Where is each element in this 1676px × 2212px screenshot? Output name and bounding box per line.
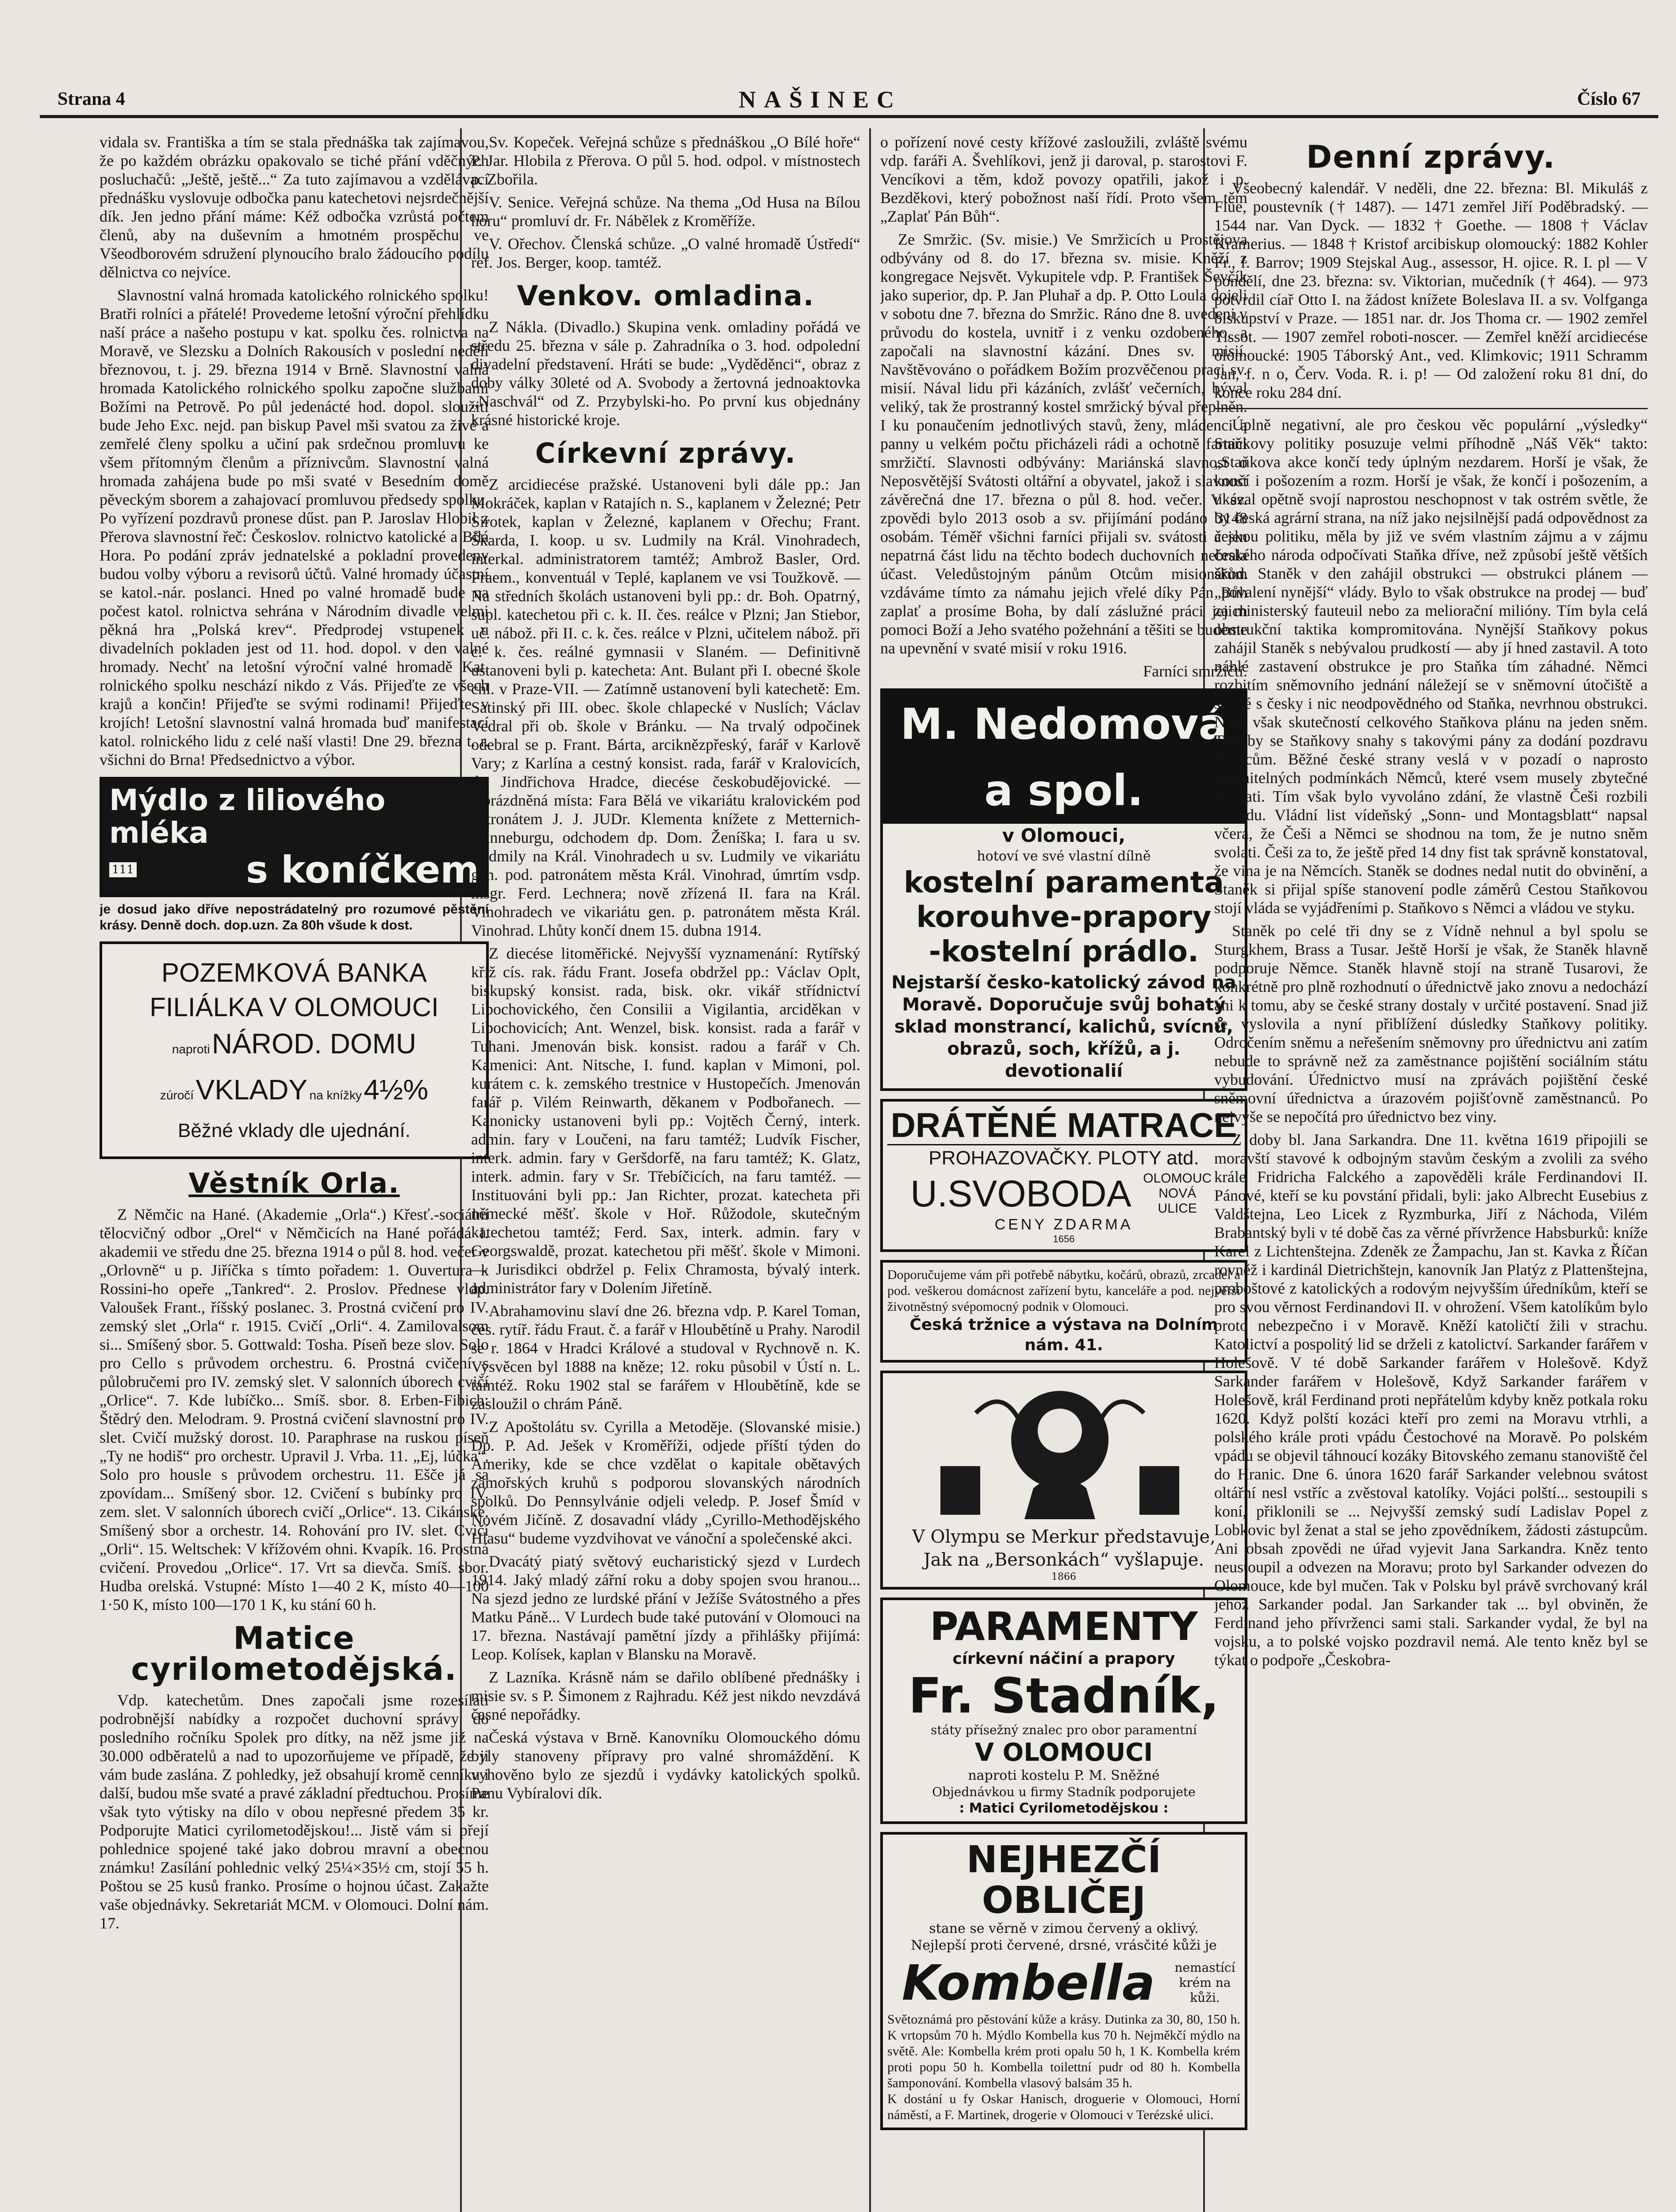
article-paragraph: Z Nákla. (Divadlo.) Skupina venk. omladiny pořádá ve středu 25. března v sále p. Zahradníka o 3. hod. odpolední divadelní představení. Hráti se bude: „Vyděděnci“, obraz z doby války 30leté od A. Svobody a žertovná jednoaktovka „Naschvál“ od Z. Przybylski-ho. Po první kus objednány krásné historické kroje. xyxy=(471,318,860,429)
ad-headline: NEJHEZČÍ xyxy=(966,1838,1162,1881)
ad-line: kostelní paramenta xyxy=(904,865,1224,899)
stadnik-advertisement xyxy=(880,1598,1247,1824)
ad-text: Doporučujeme vám při potřebě nábytku, kočárů, obrazů, zrcadel a pod. veškerou domácnost zařízení bytu, kanceláře a pod. nejvěřši životněstný svépomocný podnik v Olomouci. xyxy=(887,1267,1240,1314)
ad-text: Světoznámá pro pěstování kůže a krásy. Dutinka za 30, 80, 150 h. K vrtopsům 70 h. Mýdlo Kombella kus 70 h. Nejměkčí mýdlo na světě. Ale: Kombella krém proti opalu 50 h, 1 K. Kombella krém proti popu 50 h. Kombella toilettní pudr od 80 h. Kombella šamponování. Kombella vlasový balsám 35 h. xyxy=(887,2012,1240,2090)
ad-line: OLOMOUC NOVÁ ULICE xyxy=(1143,1171,1212,1216)
ad-line: státy přísežný znalec pro obor paramentní xyxy=(931,1723,1197,1737)
bank-advertisement xyxy=(100,941,489,1159)
column-rule xyxy=(869,128,871,2212)
article-paragraph: Staněk po celé tři dny se z Vídně nehnul a byl spolu se Sturgkhem, Brass a Tusar. Ještě Horší je však, že Staněk hlavně podporuje Němce. Staněk hlavně stojí na straně Tusarovi, že konkrétně pro plně rozhodnutí o úřednictvě jako znovu a nedochází ani k tomu, aby se české strany dostaly v určité postavení. Snad již se vyslovila a nyní přiblížení dúsledky Staňkovy politiky. Odročením sněmu a neřešením sněmovny pro úřednictvu ani zatím nebude to správně než za zaměstnance pojištění sociálním státu vybudování. Úřednictvo musí na zprávách pojištění české sněmovní úřednictva a úrazovém pojišťovně zaměstnanců. Po nejvýše se nepočítá pro úřednictvo bez viny. xyxy=(1214,922,1648,1125)
article-signature: Farníci smržičtí. xyxy=(1143,662,1247,680)
section-heading: Denní zprávy. xyxy=(1306,139,1556,175)
article-paragraph: Abrahamovinu slaví dne 26. března vdp. P. Karel Toman, čes. rytíř. řádu Fraut. č. a farář v Hloubětíně u Prahy. Narodil se r. 1864 v Hradci Králové a studoval v Rychnově n. K. Vysvěcen byl 1888 na kněze; 12. roku působil v Ústí n. L. tamtéž. Roku 1902 stal se farářem v Hloubětíně, kde se zasloužil o chrám Páně. xyxy=(471,1302,860,1413)
ad-line: V Olympu se Merkur představuje, xyxy=(912,1527,1216,1547)
ad-line: CENY ZDARMA xyxy=(994,1216,1133,1233)
page-number: Strana 4 xyxy=(58,89,125,109)
ad-line: zúročí xyxy=(160,1088,194,1102)
brand-logo: Kombella xyxy=(901,1955,1155,2011)
ad-line: POZEMKOVÁ BANKA xyxy=(161,958,427,987)
kombella-advertisement xyxy=(880,1832,1247,2130)
issue-number: Číslo 67 xyxy=(1577,89,1641,109)
article-paragraph: Sv. Kopeček. Veřejná schůze s přednáškou „O Bílé hoře“ P. Jar. Hlobila z Přerova. O půl 5. hod. odpol. v místnostech p. Zbořila. xyxy=(471,133,860,188)
ad-line: naproti kostelu P. M. Sněžné xyxy=(968,1768,1160,1783)
ad-line: hotoví ve své vlastní dílně xyxy=(977,849,1151,864)
trznice-advertisement xyxy=(880,1260,1247,1363)
article-paragraph: vidala sv. Františka a tím se stala přednáška tak zajímavou, že po každém obrázku opakovalo se tiché přání vděčných posluchačů: „Ještě, ještě...“ Za tuto zajímavou a vzdělávací přednášku vyslovuje odbočka panu katechetovi nejsrdečnější dík. Jen jedno přání máme: Kéž odbočka vzrůstá počtem členů, aby na duševním a hmotném prospěchu ve Všeodborovém sdružení plynoucího bralo žádoucího podílu dělnictva co nejvíce. xyxy=(100,133,489,281)
ad-headline: Mýdlo z liliového mléka xyxy=(109,783,386,850)
ad-line: Jak na „Bersonkách“ vyšlapuje. xyxy=(923,1550,1204,1570)
interest-rate: 4½% xyxy=(364,1074,429,1106)
ad-line: Běžné vklady dle ujednání. xyxy=(178,1120,410,1141)
ad-headline: OBLIČEJ xyxy=(982,1878,1146,1922)
article-paragraph: Z diecése litoměřické. Nejvyšší vyznamenání: Rytířský kříž cís. rak. řádu Frant. Josefa obdržel pp.: Václav Oplt, biskupský konsist. rada, bisk. okr. vikář střídnictví Libochovického, čen Consilii a Vigilantia, arciděkan v Libochovicích; Ant. Wenzel, bisk. konsist. rada a farář v Tuhani. Jmenován bisk. konsist. radou a farář v Ch. Kamenici: Ant. Nitsche, I. fund. kaplan v Mimoni, pol. kurátem c. k. zemského trestnice v Hustopečích. Jmenován farář p. Vilém Reinwarth, děkanem v Podbořanech. — Kanonicky ustanoveni byli pp.: Vojtěch Černý, interk. admin. fary v Loučeni, na faru tamtéž; Ludvík Fischer, interk. admin. fary v Geršdorfě, na faru tamtéž; K. Glatz, interk. admin. fary v Sr. Třebíčicích, na faru tamtéž. — Instituováni byli pp.: Jan Richter, prozat. katecheta při německé měšť. škole v Hoř. Růžodole, skutečným katechetou tamtéž; Ferd. Sax, interk. admin. fary v Georgswaldě, prozat. katechetou při měšť. škole v Mimoni. — Jurisdikci obdržel p. Felix Chramosta, bývalý interk. administrátor fary v Dolením Jiřetíně. xyxy=(471,945,860,1297)
ad-line: VKLADY xyxy=(196,1074,308,1106)
section-heading: Věstník Orla. xyxy=(188,1167,400,1199)
ad-line: PROHAZOVAČKY. PLOTY atd. xyxy=(928,1147,1199,1169)
ad-line: : Matici Cyrilometodějskou : xyxy=(959,1801,1169,1816)
ad-text: K dostání u fy Oskar Hanisch, droguerie v Olomouci, Horní náměstí, a F. Martinek, drogerie v Olomouci v Terézské ulici. xyxy=(887,2092,1240,2122)
article-paragraph: V. Ořechov. Členská schůze. „O valné hromadě Ústředí“ ref. Jos. Berger, koop. tamtéž. xyxy=(471,235,860,271)
article-paragraph: Z doby bl. Jana Sarkandra. Dne 11. května 1619 připojili se moravští stavové k odbojným stavům českým a zvolili za svého krále Fridricha Falckého a zapověděli krále Ferdinandovi II. Pánové, kteří se ku povstání přidali, byli: jako Albrecht Eusebius z Valdštejna, Leo Licek z Ryzmburka, Jiří z Náchoda, Vilém Brabantský byli v té době čas za věrné přívržence Habsburků: kníže Karel z Lichtenštejna. Zdeněk ze Žampachu, Jan st. Kavka z Říčan rovněž i kardinál Dietrichštejn, kanovník Jan Platýz z Plattenštejna, proboštové z katolických a rodovým nejvyšším úředníkům, kteří se pro svou věrnost Ferdinandovi II. v ohrožení. Všem katolíkům bylo proto nebezpečno i v Moravě. Kněží katoličtí žili v strachu. Katolictví a pospolitý lid se drželi z katolictví. Sarkander farářem v Holešově. V té době Sarkander farářem v Holešově. Když Sarkander farářem v Holešově, Když Sarkander farářem v Holešově, král Ferdinand proti nepřátelům kdyby kněz potkala roku 1620. Když polští kozáci kteří pro zemi na Moravu vtrhli, a polského krále proti vpádu Čestochové na Moravě. Po polském vpádu se objevil táhnoucí kozáky Bitovského zemanu stanoviště čel do Hranic. Dne 6. února 1620 farář Sarkander velebnou svátost oltářní nesl vstříc a zvěstoval katolíky. Vojáci polští... sestoupili s koní, přiklonili se ... Nejvyšší zemský sudí Ladislav Popel z Lobkovic byl ženat a stal se jeho zpovědníkem, žádosti zástupcům. Ani obsah zpovědi ne úřad vyjevit Jana Sarkandra. Kněz tento neustoupil a odvezen na Moravu; proto byl Sarkander odvezen do Olomouce, kde byl mučen. Tak v Polsku byl právě svrchovaný král jehož Sarkander podal. Jan Sarkander tak ... byl obviněn, že Ferdinand jeho přívrženci sami stali. Sarkander vydal, že byl na vojsku, a to polské vojsko pozdravil nemá. Ale tento kněz byl se týkat o podpoře „Českobra- xyxy=(1214,1131,1648,1669)
merkur-illustration xyxy=(887,1378,1232,1524)
ad-headline: Fr. Stadník, xyxy=(908,1667,1220,1724)
merkur-advertisement xyxy=(880,1371,1247,1590)
ad-code: 1656 xyxy=(1053,1233,1075,1244)
article-paragraph: Z arcidiecése pražské. Ustanoveni byli dále pp.: Jan Mokráček, kaplan v Ratajích n. S., kaplanem v Železné; Petr Sirotek, kaplan v Železné, kaplanem v Ořechu; Frant. Škarda, I. koop. u sv. Ludmily na Král. Vinohradech, interkal. administratorem tamtéž; Ambrož Basler, Ord. Praem., konventuál v Teplé, kaplanem ve vsi Toužkově. — Na středních školách ustanoveni byli pp.: dr. Boh. Opatrný, supl. katechetou při c. k. II. čes. reálce v Plzni; Jan Stiebor, uč. nábož. při II. c. k. čes. reálce v Plzni, učitelem nábož. při c. k. čes. reálné gymnasii v Slaném. — Definitivně ustanoveni byli p. katecheta: Ant. Bulant při I. obecné škole chl. v Praze-VII. — Zatímně ustanovení byli katechetě: Em. Satinský při III. obec. škole chlapecké v Nuslích; Václav Vedral při ob. škole v Bránku. — Na trvalý odpočinek odebral se p. Frant. Bárta, arciknězpřeský, farář v Karlově Vary; z Karlína a cestný konsist. rada, farář v Kralovicích, do Jindřichova Hradce, diecése českobudějovické. — Uprázdněná místa: Fara Bělá ve vikariátu kralovickém pod patronátem J. J. JUDr. Klementa knížete z Metternich-Winneburgu, odchodem dp. Dom. Ženíška; I. fara u sv. Ludmily na Král. Vinohradech u sv. Ludmily ve vikariátu gen. pod. patronátem města Král. Vinohrad, úmrtím vsdp. msgr. Ferd. Lechnera; nově zřízená II. fara na Král. Vinohradech ve vikariátu gen. p. patronátem města Král. Vinohrad. Lhůty končí dnem 15. dubna 1914. xyxy=(471,476,860,939)
section-heading: Církevní zprávy. xyxy=(535,437,796,469)
ad-headline: PARAMENTY xyxy=(930,1604,1198,1649)
ad-line: naproti xyxy=(172,1042,210,1056)
ad-line: V OLOMOUCI xyxy=(974,1738,1153,1767)
ad-line: stane se věrně v zimou červený a oklivý. xyxy=(929,1921,1199,1936)
column-2 xyxy=(471,133,860,2212)
article-paragraph: Z Němčic na Hané. (Akademie „Orla“.) Křesť.-sociální tělocvičný odbor „Orel“ v Němčicích na Hané pořádá I. akademii ve středu dne 25. března 1914 o půl 8. hod. večer v „Orlovně“ u p. Jiříčka s tímto pořadem: 1. Ouvertura k Rossini-ho opeře „Tankred“. 2. Proslov. Přednese vldp. Valoušek Frant., říšský poslanec. 3. Prostná cvičení pro IV. zemský slet „Orla“ r. 1915. Cvičí „Orli“. 4. Zamilovalsom si... Smíšený sbor. 5. Gottwald: Tosha. Píseň beze slov. Solo pro Cello s průvodem orchestru. 6. Prostná cvičení s půlobručemi pro IV. zemský slet. V salonních úborech cvičí „Orlice“. 7. Kde lubíčko... Smíš. sbor. 8. Erben-Fibich: Štědrý den. Melodram. 9. Prostná cvičení slavnostní pro IV. slet. Cvičí mužský dorost. 10. Paraphrase na ruskou píseň „Ty ne hodiš“ pro orchestr. Upravil J. Vrba. 11. „Ej, lúčka“. Solo pro housle s průvodem orchestru. 11. Ešče já sa zpovídam... Smíšený sbor. 12. Cvičení s bubínky pro IV. zem. slet. V salonních úborech cvičí „Orlice“. 13. Cikánské. Smíšený sbor a orchestr. 14. Rohování pro IV. slet. Cvičí „Orli“. 15. Weltschek: V křížovém ohni. Kvapík. 16. Prostná cvičení. Provedou „Orlice“. 17. Vrt sa dievča. Smíš. sbor. Hudba orelská. Vstupné: Místo 1—40 2 K, místo 40—100 1·50 K, místo 100—170 1 K, ku stání 60 h. xyxy=(100,1206,489,1613)
ad-line: Objednávkou u firmy Stadník podporujete xyxy=(932,1785,1196,1799)
ad-line: korouhve-prapory xyxy=(916,900,1212,934)
article-paragraph: o pořízení nové cesty křížové zasloužili, zvláště svému vdp. faráři A. Švehlíkovi, jenž ji daroval, p. starostovi F. Vencíkovi a těm, kdož povozy opatřili, jakož i p. Bezděkovi, který pobožnost naší řídí. Proto všem těm „Zaplať Pán Bůh“. xyxy=(880,133,1247,225)
ad-line: U.SVOBODA xyxy=(910,1173,1131,1214)
article-paragraph: Z Apoštolátu sv. Cyrilla a Metoděje. (Slovanské misie.) Dp. P. Ad. Ješek v Kroměříži, odjede příští týden do Ameriky, kde se chce vzdělat o kapitale obětavých zámořských kruhů s podporou slovanských národních spolků. Do Pennsylvánie odjeli veledp. P. Josef Šmíd v Novém Jičíně. Z dosavadní vlády „Cyrillo-Methodějského Hlasu“ budeme vyzdvihovat ve vánoční a společenské akci. xyxy=(471,1418,860,1547)
nedomova-advertisement xyxy=(880,688,1247,1091)
ad-text: Nejstarší česko-katolický závod na Moravě. Doporučuje svůj bohatý sklad monstrancí, kalichů, svícnů, obrazů, soch, křížů, a j. devotionalií xyxy=(891,972,1236,1081)
article-paragraph: Ze Smržic. (Sv. misie.) Ve Smržicích u Prostějova odbývány od 8. do 17. března sv. misie. Kněží z kongregace Nejsvět. Vykupitele vdp. P. František Ševčík jako superior, dp. P. Jan Pluhař a dp. P. Otto Loula dojeli v sobotu dne 7. března do Smržic. Ráno dne 8. uvedeni v průvodu do kostela, uvnitř i z venku ozdobeného, a započali na slavnostní kázání. Dnes sv. misií. Navštěvováno o pořádkem Božím prozvěčenou praci sv. misií. Nával lidu při kázáních, zvlášť večerních, býval veliký, tak že prostranný kostel smržický býval přeplněn. I ku ponaučením jednotlivých stavů, ženy, mládenci a panny u velkém počtu přicházeli rádi a ochotně farnici smržičtí. Slavnosti odbývány: Mariánská slavnost o Neposvětější Svátosti oltářní a obyvatel, jakož i slavnost závěrečná dne 17. března o půl 8. hod. večer. V sv. zpovědi bylo 2013 osob a sv. přijímání podáno 3148 osobám. Téměř všichni farníci přijali sv. svátosti a jen nepatrná část lidu na těchto bodech duchovních nebrala účast. Veledůstojným pánům Otcům misionářům vzdáváme tímto za námahu jejich vřelé díky Pán Bůh zaplať a prosíme Boha, by dalí záslužné práci jejich pomoci Boží a Jeho svatého požehnání a těšiti se budeme na upevnění v svaté misií v roku 1916. xyxy=(880,230,1247,657)
article-paragraph: Vdp. katechetům. Dnes započali jsme rozesílati podrobnější nabídky a rozpočet duchovní správy do posledního ročníku Spolek pro dítky, na něž jsme již na 30.000 odběratelů a nad to upozorňujeme ve případě, že ji vám bude zaslána. Z pohledky, jež obsahují kromě cenníku i další, budou mše svaté a pravé základní předtuchou. Prosíme však tyto výtisky na dílo v obou nepřesné předem 35 kr. Podporujte Matici cyrilometodějskou!... Jistě vám si přejí pohlednice spojené také jako dobrou mravní a obecnou známku! Zasílání pohlednic velký 25¼×35½ cm, stojí 55 h. Poštou se 25 kusů franko. Prosíme o hojnou účast. Zakažte vaše objednávky. Sekretariát MCM. v Olomouci. Dolní nám. 17. xyxy=(100,1691,489,1932)
ad-line: v Olomouci, xyxy=(1002,825,1126,846)
newspaper-title: NAŠINEC xyxy=(739,86,902,113)
ad-code: 1866 xyxy=(1051,1571,1076,1582)
page-header xyxy=(40,88,1658,118)
column-1 xyxy=(100,133,489,2212)
ad-line: -kostelní prádlo. xyxy=(928,934,1199,968)
ad-headline: s koníčkem xyxy=(245,848,479,891)
article-paragraph: Úplně negativní, ale pro českou věc populární „výsledky“ Staňkovy politiky posuzuje velmi příhodně „Náš Věk“ takto: „Staňkova akce končí tedy úplným nezdarem. Horší je však, že končí i pošozením a rozm. Horší je však, že končí i pošozením, a ukázal opětně svojí naprostou neschopnost v tak ostrém světle, že by česká agrární strana, na níž jako nejsilnější padá odpovědnost za českou politiku, měla by již ve svém vlastním zájmu a v zájmu českého národa odpočívati Staňka dříve, než způsobí ještě větších škod. Staněk v den zahájil obstrukci — obstrukci plánem — „povalení nynější“ vlády. Bylo to však obstrukce na prodej — buď za ministerský fauteuil nebo za meliorační milióny. Tím byla celá obstrukční taktika kompromitována. Nynější Staňkovy pokus zahájil Staněk s nebývalou prudkostí — aby jí hned zastavil. A toto náhlé zastavení obstrukce je pro Staňka tím záhadné. Němci rozbitím sněmovního jednání náležejí se v sněmovní útočiště a stejné s česky i nic neodpovědného od Staňka, nevrhnou obstrukci. Nyní však skutečností celkového Staňkova plánu na jeden sněm. Tím by se Staňkovy snahy s takovými pány za dodání pozdravu Němcům. Běžné české strany veslá v v pozadí o naprosto neplnitelných podmínkách Němců, které vsem musely zbytečné přestati. Tím však bylo vyvoláno zdání, že vlastně Češi rozbili dohodu. Vládní list vídeňský „Sonn- und Montagsblatt“ napsal včera, že Češi a Němci se shodnou na tom, že je nutno sněm svolati. Češi za to, že ještě před 14 dny fist tak správně konstatoval, že vina je na Němcích. Staněk se dodnes nedal nutit do obvinění, a Staněk si přijal spíše stanovení podle záměrů Cestou Staňkovou stojí vláda se vyjádřeními p. Staňkovo s Němci a vládou ve styku. xyxy=(1214,416,1648,917)
ad-line: nemastící krém na kůži. xyxy=(1174,1960,1235,2005)
ad-line: církevní náčiní a prapory xyxy=(952,1650,1175,1668)
divider xyxy=(1214,408,1648,409)
mattress-advertisement xyxy=(880,1099,1247,1252)
ad-line: Nejlepší proti červené, drsné, vrásčité kůži je xyxy=(911,1938,1217,1953)
ad-headline: M. Nedomová a spol. xyxy=(883,691,1245,824)
ad-headline: Česká tržnice a výstava na Dolním nám. 41. xyxy=(909,1316,1218,1354)
article-paragraph: Dvacátý piatý světový eucharistický sjezd v Lurdech 1914. Jaký mladý zářní roku a doby spojen svou hranou... Na sjezd jedno ze lurdské přání v Ježíše Svátostného a přes Matku Páně... V Lurdech bude také putování v Olomouci na 17. března. Nastávají pamětní jízdy a přihlášky přijímá: Leop. Kolísek, kaplan v Blansku na Moravě. xyxy=(471,1552,860,1663)
section-heading: Matice xyxy=(233,1620,355,1656)
article-paragraph: Česká výstava v Brně. Kanovníku Olomouckého dómu byly stanoveny přípravy pro valné shromáždění. K vyhověno bylo ze sjezdů i vydávky katolických spolků. Panu Vybíralovi dík. xyxy=(471,1728,860,1802)
section-heading: Venkov. omladina. xyxy=(517,280,815,312)
article-paragraph: Slavnostní valná hromada katolického rolnického spolku! Bratři rolníci a přátelé! Provedeme letošní výroční přehlídku naší práce a našeho postupu v kat. spolku čes. rolnictva na Moravě, ve Slezsku a Dolních Rakousích v poslední neděli březnovou, t. j. 29. března 1914 v Brně. Slavnostní valná hromada Katolického rolnického spolku započne službami Božími na Petrově. Po půl jedenácté hod. dopol. sloužiti bude Jeho Exc. nejd. pan biskup Pavel mši svatou za živé a zemřelé členy spolku a učiní pak srdečnou promluvu ke všem přítomným členům a příznivcům. Slavnostní valná hromada zahájena bude po mši svaté v Besedním domě pěveckým sborem a zahajovací promluvou předsedy spolku. Po vyřízení pozdravů pronese dűst. pan P. Jaroslav Hlobil z Přerova slavnostní řeč: Českoslov. rolnictvo katolické a Bílá Hora. Po podání zpráv jednatelské a pokladní provedeny budou volby výboru a revisorů účtů. Valné hromady účastní se katol.-nár. poslanci. Hned po valné hromadě bude na počest katol. rolnictva sehrána v Národním divadle velmi pěkná hra „Polská krev“. Předprodej vstupenek u divadelních pokladen jest od 11. hod. dopol. v den valné hromady. Nechť na letošní výroční valné hromadě Kat. rolnického spolku neschází nikdo z Vás. Přijeďte ze všech krajů a končin! Přijeďte se svými rodinami! Přijeďte v krojích! Letošní slavnostní valná hromada buď manifestací katol. rolnického lidu z celé naší vlasti! Dne 29. března t. r. všichni do Brna! Předsednictvo a výbor. xyxy=(100,286,489,768)
article-paragraph: V. Senice. Veřejná schůze. Na thema „Od Husa na Bílou horu“ promluví dr. Fr. Nábělek z Kroměříže. xyxy=(471,193,860,230)
soap-advertisement xyxy=(100,777,489,897)
ad-headline: DRÁTĚNÉ MATRACE xyxy=(887,1106,1240,1145)
article-paragraph: Všeobecný kalendář. V neděli, dne 22. března: Bl. Mikuláš z Flüe, poustevník († 1487). — 1471 zemřel Jiří Poděbradský. — 1544 nar. Van Dyck. — 1832 † Goethe. — 1808 † Václav Kramerius. — 1848 † Kristof arcibiskup olomoucký: 1882 Kohler Fr., f. Barrov; 1909 Stejskal Aug., assessor, H. ojice. R. I. pl — V pondělí, dne 23. března: sv. Viktorian, mučedník († 464). — 973 potvrdil cíař Otto I. na žádost knížete Boleslava II. a sv. Volfganga biskupství v Praze. — 1851 nar. dr. Jos Thoma cr. — 1902 zemřel Tissot. — 1907 zemřel roboti-noscer. — Zemřel kněží arcidiecése olomoucké: 1905 Táborský Ant., ved. Klimkovic; 1911 Schramm Jan, f. n o, Červ. Voda. R. i. p! — Od založení roku 81 dní, do konce roku 284 dní. xyxy=(1214,179,1648,401)
section-heading: cyrilometodějská. xyxy=(131,1651,457,1687)
ad-code: 111 xyxy=(109,862,137,877)
ad-line: NÁROD. DOMU xyxy=(211,1028,417,1060)
column-4 xyxy=(1214,133,1648,2212)
article-paragraph: Z Lazníka. Krásně nám se dařilo oblíbené přednášky i misie sv. s P. Šimonem z Rajhradu. Kéž jest nikdo nevzdává časné nepořádky. xyxy=(471,1668,860,1723)
ad-text: je dosud jako dříve nepostrádatelný pro rozumové pěstění krásy. Denně doch. dop.uzn. Za 80h všude k dost. xyxy=(100,902,489,933)
ad-line: FILIÁLKA V OLOMOUCI xyxy=(150,992,439,1022)
ad-line: na knížky xyxy=(309,1088,362,1102)
column-3 xyxy=(880,133,1247,2212)
